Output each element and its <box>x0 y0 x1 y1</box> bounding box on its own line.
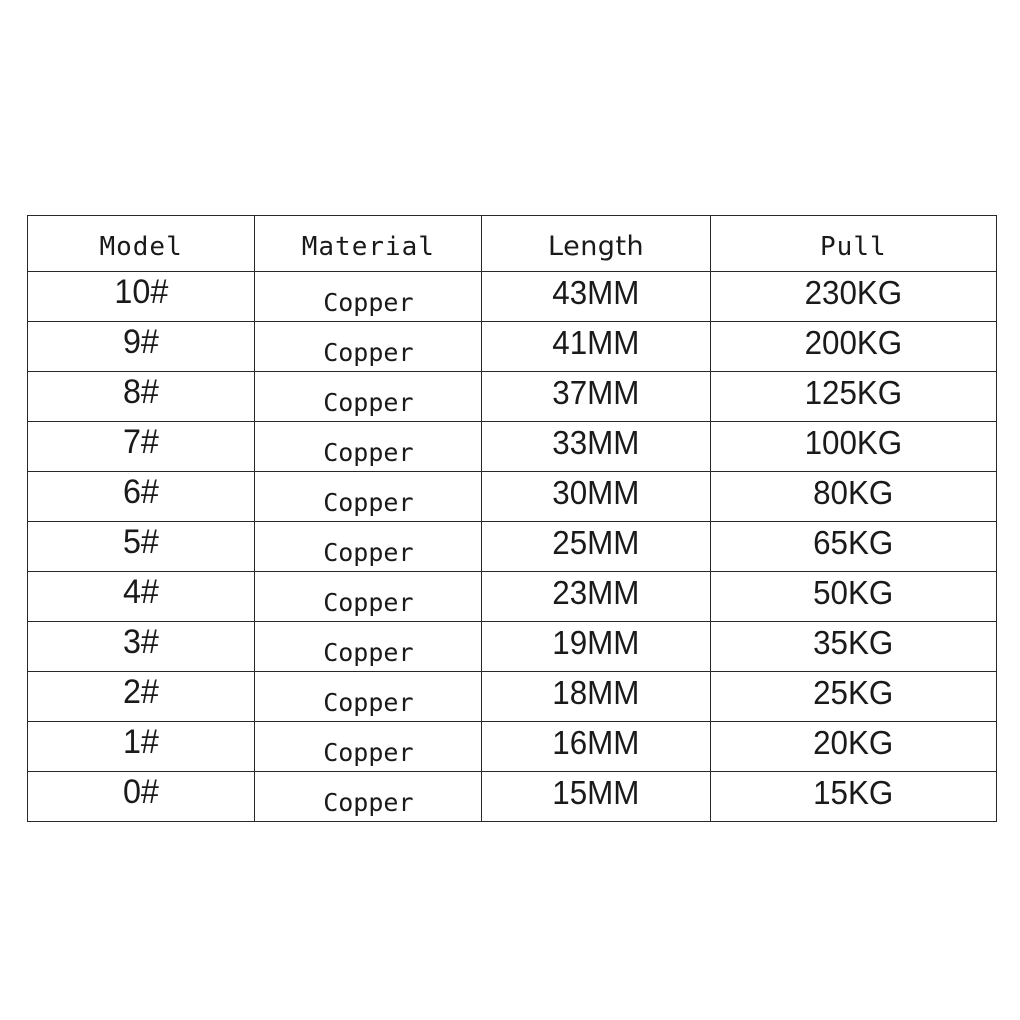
cell-model <box>28 672 255 722</box>
cell-material <box>255 672 482 722</box>
table-row <box>28 322 997 372</box>
material-text: Copper <box>323 788 414 817</box>
cell-length <box>482 372 710 422</box>
cell-pull <box>710 572 996 622</box>
model-text: 10# <box>114 273 169 311</box>
cell-model <box>28 272 255 322</box>
cell-length <box>482 622 710 672</box>
cell-pull <box>710 372 996 422</box>
length-text: 25MM <box>552 523 640 561</box>
table-row <box>28 572 997 622</box>
model-text: 9# <box>123 323 160 361</box>
cell-material <box>255 622 482 672</box>
cell-pull <box>710 722 996 772</box>
pull-text: 50KG <box>813 573 894 611</box>
length-text: 18MM <box>552 673 640 711</box>
cell-length <box>482 722 710 772</box>
pull-text: 230KG <box>804 273 903 311</box>
spec-table <box>27 215 997 822</box>
cell-material <box>255 372 482 422</box>
table-row <box>28 622 997 672</box>
cell-pull <box>710 772 996 822</box>
length-text: 33MM <box>552 423 640 461</box>
model-text: 7# <box>123 423 160 461</box>
cell-material <box>255 272 482 322</box>
header-model: Model <box>28 216 255 272</box>
table-row <box>28 422 997 472</box>
cell-model <box>28 622 255 672</box>
pull-text: 15KG <box>813 773 894 811</box>
model-text: 8# <box>123 373 160 411</box>
header-row <box>28 216 997 272</box>
model-text: 0# <box>123 773 160 811</box>
cell-model <box>28 372 255 422</box>
header-length: Length <box>482 216 710 272</box>
length-text: 23MM <box>552 573 640 611</box>
cell-pull <box>710 322 996 372</box>
cell-model <box>28 722 255 772</box>
cell-material <box>255 572 482 622</box>
length-text: 43MM <box>552 273 640 311</box>
cell-pull <box>710 622 996 672</box>
pull-text: 80KG <box>813 473 894 511</box>
pull-text: 35KG <box>813 623 894 661</box>
model-text: 1# <box>123 723 160 761</box>
material-text: Copper <box>323 538 414 567</box>
material-text: Copper <box>323 288 414 317</box>
material-text: Copper <box>323 638 414 667</box>
pull-text: 125KG <box>804 373 903 411</box>
cell-length <box>482 272 710 322</box>
table-row <box>28 472 997 522</box>
table-row <box>28 672 997 722</box>
cell-material <box>255 722 482 772</box>
cell-length <box>482 772 710 822</box>
length-text: 30MM <box>552 473 640 511</box>
material-text: Copper <box>323 688 414 717</box>
model-text: 2# <box>123 673 160 711</box>
pull-text: 25KG <box>813 673 894 711</box>
cell-pull <box>710 272 996 322</box>
material-text: Copper <box>323 488 414 517</box>
cell-length <box>482 672 710 722</box>
table-header <box>28 216 997 272</box>
material-text: Copper <box>323 738 414 767</box>
cell-model <box>28 422 255 472</box>
material-text: Copper <box>323 388 414 417</box>
material-text: Copper <box>323 438 414 467</box>
cell-length <box>482 522 710 572</box>
cell-material <box>255 772 482 822</box>
model-text: 4# <box>123 573 160 611</box>
cell-model <box>28 322 255 372</box>
cell-material <box>255 422 482 472</box>
model-text: 3# <box>123 623 160 661</box>
cell-pull <box>710 522 996 572</box>
cell-material <box>255 472 482 522</box>
cell-pull <box>710 472 996 522</box>
cell-material <box>255 322 482 372</box>
cell-model <box>28 472 255 522</box>
pull-text: 100KG <box>804 423 903 461</box>
cell-length <box>482 322 710 372</box>
cell-length <box>482 422 710 472</box>
material-text: Copper <box>323 588 414 617</box>
length-text: 37MM <box>552 373 640 411</box>
table-row <box>28 372 997 422</box>
pull-text: 20KG <box>813 723 894 761</box>
cell-material <box>255 522 482 572</box>
table-row <box>28 272 997 322</box>
table-row <box>28 772 997 822</box>
table-body <box>28 272 997 822</box>
cell-pull <box>710 422 996 472</box>
header-pull: Pull <box>710 216 996 272</box>
material-text: Copper <box>323 338 414 367</box>
cell-model <box>28 772 255 822</box>
length-text: 16MM <box>552 723 640 761</box>
cell-length <box>482 472 710 522</box>
cell-pull <box>710 672 996 722</box>
cell-model <box>28 572 255 622</box>
length-text: 19MM <box>552 623 640 661</box>
pull-text: 200KG <box>804 323 903 361</box>
pull-text: 65KG <box>813 523 894 561</box>
cell-length <box>482 572 710 622</box>
model-text: 5# <box>123 523 160 561</box>
model-text: 6# <box>123 473 160 511</box>
header-material: Material <box>255 216 482 272</box>
length-text: 41MM <box>552 323 640 361</box>
table-row <box>28 722 997 772</box>
cell-model <box>28 522 255 572</box>
table-row <box>28 522 997 572</box>
length-text: 15MM <box>552 773 640 811</box>
